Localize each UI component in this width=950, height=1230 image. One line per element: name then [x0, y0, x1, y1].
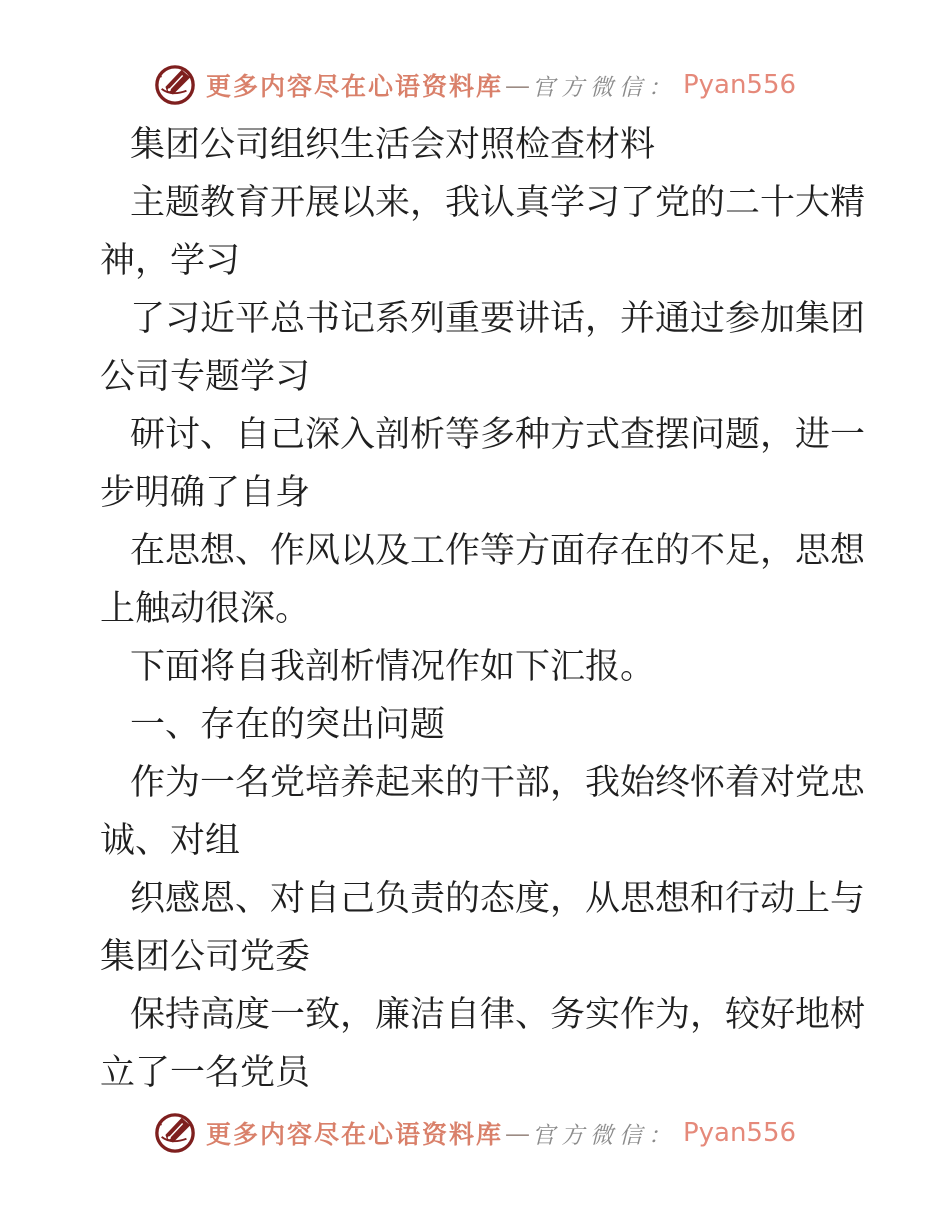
text-line: 在思想、作风以及工作等方面存在的不足，思想 — [130, 531, 866, 571]
document-title: 集团公司组织生活会对照检查材料 — [130, 125, 656, 165]
text-line: 了习近平总书记系列重要讲话，并通过参加集团 — [130, 299, 866, 339]
watermark-wechat-label: 官方微信： — [531, 74, 677, 101]
watermark-dash: — — [504, 1118, 530, 1148]
text-line: 上触动很深。 — [100, 589, 311, 629]
text-line: 神，学习 — [100, 241, 241, 281]
pen-nib-swirl-icon — [154, 1112, 196, 1154]
text-line: 公司专题学习 — [100, 357, 311, 397]
pen-nib-swirl-icon — [154, 64, 196, 106]
text-line: 作为一名党培养起来的干部，我始终怀着对党忠 — [130, 763, 866, 803]
text-line: 步明确了自身 — [100, 473, 311, 513]
text-line: 研讨、自己深入剖析等多种方式查摆问题，进一 — [130, 415, 866, 455]
watermark-brand-text: 更多内容尽在心语资料库 — [205, 72, 503, 101]
watermark-dash: — — [504, 70, 530, 100]
text-line: 保持高度一致，廉洁自律、务实作为，较好地树 — [130, 995, 866, 1035]
watermark-wechat-id: Pyan556 — [682, 70, 797, 100]
text-line: 主题教育开展以来，我认真学习了党的二十大精 — [130, 183, 866, 223]
text-line: 织感恩、对自己负责的态度，从思想和行动上与 — [130, 879, 866, 919]
text-line: 立了一名党员 — [100, 1053, 311, 1093]
watermark-wechat-id: Pyan556 — [682, 1118, 797, 1148]
document-body — [100, 116, 866, 1102]
text-line: 诚、对组 — [100, 821, 241, 861]
text-line: 集团公司党委 — [100, 937, 311, 977]
watermark-wechat-label: 官方微信： — [531, 1122, 677, 1149]
section-heading: 一、存在的突出问题 — [130, 705, 446, 745]
text-line: 下面将自我剖析情况作如下汇报。 — [130, 647, 656, 687]
header-watermark — [0, 64, 950, 106]
watermark-brand-text: 更多内容尽在心语资料库 — [205, 1120, 503, 1149]
footer-watermark — [0, 1112, 950, 1154]
